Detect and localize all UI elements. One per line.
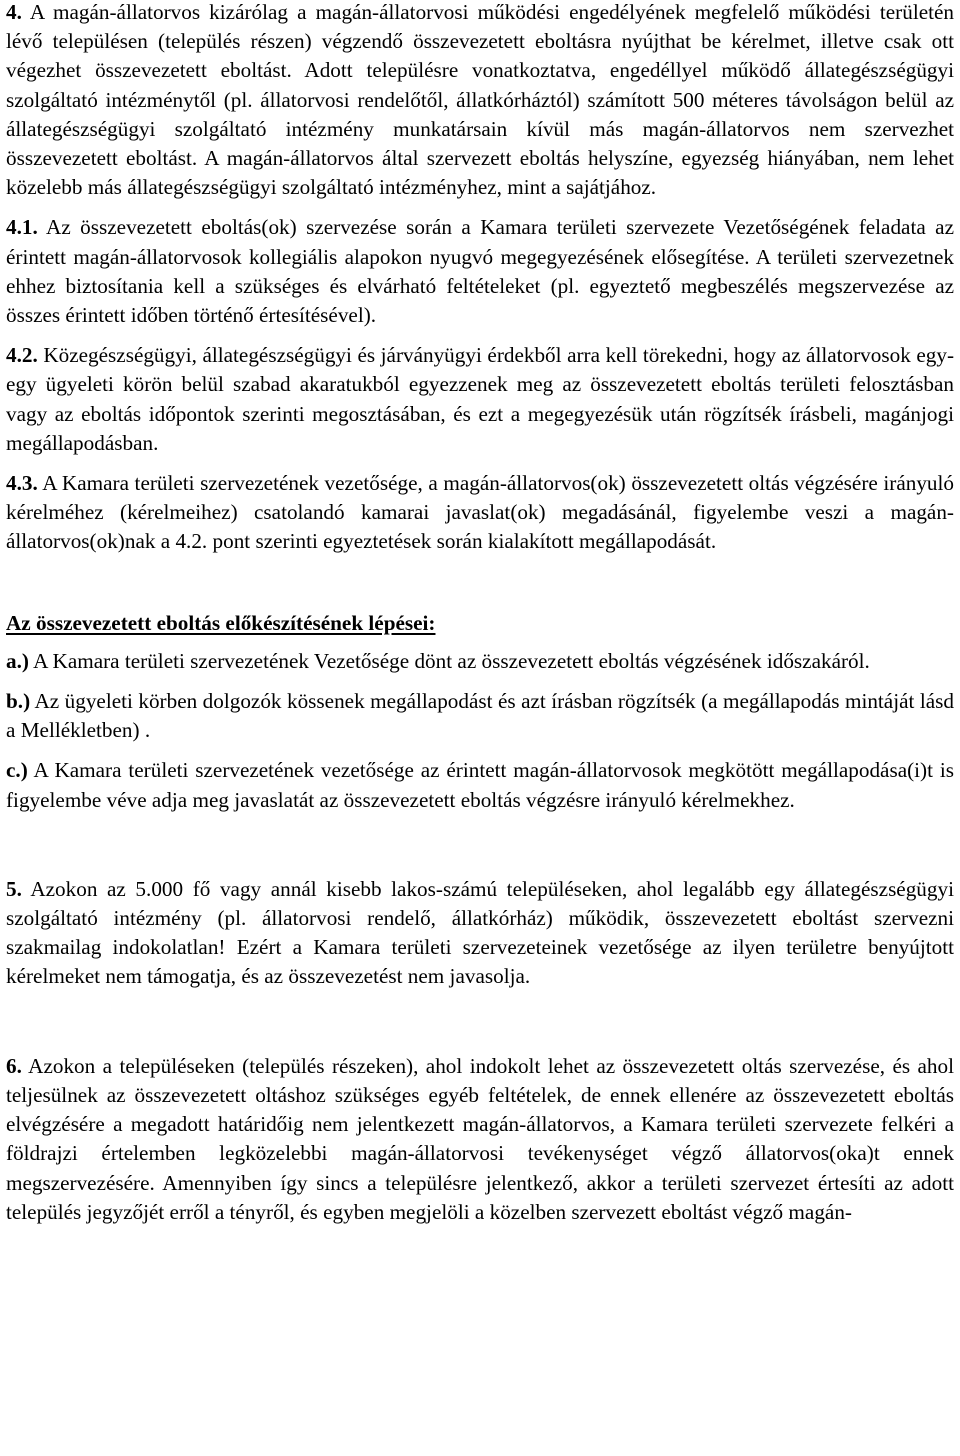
paragraph-number: 4. [6, 0, 22, 24]
step-text: Az ügyeleti körben dolgozók kössenek megállapodást és azt írásban rögzítsék (a megállapodás mintáját lásd a Mellékletben) . [6, 689, 954, 743]
paragraph-number: 4.2. [6, 343, 38, 368]
paragraph-text: Azokon a településeken (település részeken), ahol indokolt lehet az összevezetett oltás szervezése, és ahol teljesülnek az összevezetett oltáshoz szükséges egyéb feltételek, de ennek ellenére az összevezetett eboltás elvégzésére a megadott határidőig nem jelentkezett magán-állatorvos, a Kamara területi szervezete felkéri a földrajzi értelemben legközelebbi magán-állatorvosi tevékenységet végző állatorvos(oka)t ennek megszervezésére. Amennyiben így sincs a településre jelentkező, akkor a területi szervezet értesíti az adott település jegyzőjét erről a tényről, és egyben megjelöli a közelben szervezett eboltást végző magán- [6, 1053, 954, 1224]
paragraph-text: A Kamara területi szervezetének vezetősége, a magán-állatorvos(ok) összevezetett oltás végzésére irányuló kérelméhez (kérelmeihez) csatolandó kamarai javaslat(ok) megadásánál, figyelembe veszi a magán-állatorvos(ok)nak a 4.2. pont szerinti egyeztetések során kialakított megállapodását. [6, 471, 954, 554]
paragraph-4-2 [6, 341, 954, 458]
document-page [6, 0, 954, 1227]
paragraph-number: 6. [6, 1053, 22, 1078]
paragraph-number: 4.1. [6, 215, 38, 240]
paragraph-4-3 [6, 469, 954, 557]
paragraph-text: Az összevezetett eboltás(ok) szervezése során a Kamara területi szervezete Vezetőségének feladata az érintett magán-állatorvosok kollegiális alapokon nyugvó megegyezésének elősegítése. A területi szervezetnek ehhez biztosítania kell a szükséges és elvárható feltételeket (pl. egyeztető megbeszélés megszervezése az összes érintett időben történő értesítésével). [6, 215, 954, 328]
paragraph-number: 4.3. [6, 471, 38, 496]
step-a [6, 647, 954, 676]
paragraph-5 [6, 875, 954, 992]
step-text: A Kamara területi szervezetének Vezetősége dönt az összevezetett eboltás végzésének időszakáról. [33, 648, 870, 673]
step-text: A Kamara területi szervezetének vezetősége az érintett magán-állatorvosok megkötött megállapodása(i)t is figyelembe véve adja meg javaslatát az összevezetett eboltás végzésre irányuló kérelmekhez. [6, 758, 954, 812]
step-label: a.) [6, 648, 29, 673]
paragraph-4-1 [6, 213, 954, 330]
step-label: b.) [6, 689, 31, 714]
paragraph-text: Azokon az 5.000 fő vagy annál kisebb lakos-számú településeken, ahol legalább egy állategészségügyi szolgáltató intézmény (pl. állatorvosi rendelő, állatkórház) működik, összevezetett eboltást szervezni szakmailag indokolatlan! Ezért a Kamara területi szervezeteinek vezetősége az ilyen területre benyújtott kérelmeket nem támogatja, és az összevezetést nem javasolja. [6, 876, 954, 989]
paragraph-text: Közegészségügyi, állategészségügyi és járványügyi érdekből arra kell törekedni, hogy az állatorvosok egy-egy ügyeleti körön belül szabad akaratukból egyezzenek meg az összevezetett eboltás területi felosztásban vagy az eboltás időpontok szerinti megosztásában, és ezt a megegyezésük után rögzítsék írásbeli, magánjogi megállapodásban. [6, 343, 955, 455]
step-c [6, 756, 954, 814]
paragraph-text: A magán-állatorvos kizárólag a magán-állatorvosi működési engedélyének megfelelő működési területén lévő településen (település részen) végzendő összevezetett eboltásra nyújthat be kérelmet, illetve csak ott végezhet összevezetett eboltást. Adott településre vonatkoztatva, engedéllyel működő állategészségügyi szolgáltató intézménytől (pl. állatorvosi rendelőtől, állatkórháztól) számított 500 méteres távolságon belül az állategészségügyi szolgáltató intézmény munkatársain kívül más magán-állatorvos nem szervezhet összevezetett eboltást. A magán-állatorvos által szervezett eboltás helyszíne, egyezség hiányában, nem lehet közelebb más állategészségügyi szolgáltató intézményhez, mint a sajátjához. [6, 0, 954, 200]
section-heading: Az összevezetett eboltás előkészítésének lépései: [6, 610, 436, 635]
step-b [6, 687, 954, 745]
paragraph-6 [6, 1052, 954, 1227]
paragraph-number: 5. [6, 876, 22, 901]
step-label: c.) [6, 758, 28, 783]
paragraph-4 [6, 0, 954, 202]
